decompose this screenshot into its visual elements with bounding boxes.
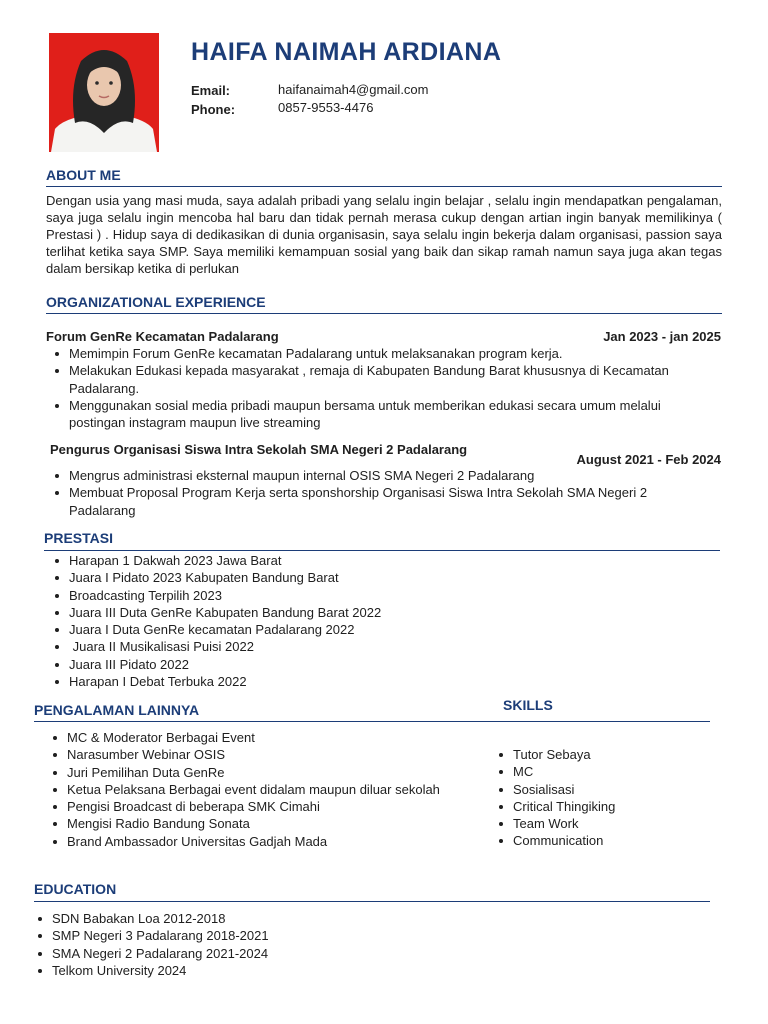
- list-item: Pengisi Broadcast di beberapa SMK Cimahi: [47, 798, 497, 815]
- about-me-title: ABOUT ME: [46, 167, 121, 183]
- experience-bullets-1: [49, 345, 679, 431]
- list-item: Broadcasting Terpilih 2023: [49, 587, 549, 604]
- prestasi-list: [49, 552, 549, 690]
- list-item: Team Work: [493, 815, 693, 832]
- list-item: Sosialisasi: [493, 781, 693, 798]
- list-item: SDN Babakan Loa 2012-2018: [32, 910, 432, 927]
- experience-bullets-2: [49, 467, 669, 519]
- experience-date-1: Jan 2023 - jan 2025: [603, 329, 721, 344]
- about-me-divider: [46, 186, 722, 187]
- skills-title: SKILLS: [503, 697, 553, 713]
- skills-list: [493, 746, 693, 850]
- list-item: Harapan I Debat Terbuka 2022: [49, 673, 549, 690]
- list-item: Ketua Pelaksana Berbagai event didalam maupun diluar sekolah: [47, 781, 497, 798]
- list-item: Menggunakan sosial media pribadi maupun bersama untuk memberikan edukasi secara umum melalui postingan instagram maupun live streaming: [49, 397, 679, 432]
- list-item: Memimpin Forum GenRe kecamatan Padalarang untuk melaksanakan program kerja.: [49, 345, 679, 362]
- list-item: Membuat Proposal Program Kerja serta sponshorship Organisasi Siswa Intra Sekolah SMA Negeri 2 Padalarang: [49, 484, 669, 519]
- list-item: Critical Thingiking: [493, 798, 693, 815]
- list-item: SMA Negeri 2 Padalarang 2021-2024: [32, 945, 432, 962]
- list-item: Tutor Sebaya: [493, 746, 693, 763]
- list-item: Juara II Musikalisasi Puisi 2022: [49, 638, 549, 655]
- pengalaman-title: PENGALAMAN LAINNYA: [34, 702, 200, 718]
- education-list: [32, 910, 432, 979]
- prestasi-title: PRESTASI: [44, 530, 113, 546]
- prestasi-divider: [44, 550, 720, 551]
- list-item: Narasumber Webinar OSIS: [47, 746, 497, 763]
- candidate-name: HAIFA NAIMAH ARDIANA: [191, 38, 502, 66]
- list-item: Melakukan Edukasi kepada masyarakat , remaja di Kabupaten Bandung Barat khususnya di Kecamatan Padalarang.: [49, 362, 679, 397]
- about-me-text: Dengan usia yang masi muda, saya adalah pribadi yang selalu ingin belajar , selalu ingin mendapatkan pengalaman, saya juga selalu ingin mencoba hal baru dan tidak pernah merasa cukup dengan artian ingin banyak memilikinya ( Prestasi ) . Hidup saya di dedikasikan di dunia organisasin, saya selalu ingin bekerja dalam organisasi, passion saya terlihat ketika saya SMP. Saya memiliki kemampuan sosial yang baik dan sikap ramah namun saya juga akan tegas dalam bersikap ketika di perlukan: [46, 193, 722, 276]
- list-item: MC & Moderator Berbagai Event: [47, 729, 497, 746]
- education-title: EDUCATION: [34, 881, 117, 897]
- list-item: Communication: [493, 832, 693, 849]
- experience-date-2: August 2021 - Feb 2024: [576, 452, 721, 467]
- list-item: Harapan 1 Dakwah 2023 Jawa Barat: [49, 552, 549, 569]
- profile-photo: [49, 33, 159, 152]
- list-item: Brand Ambassador Universitas Gadjah Mada: [47, 833, 497, 850]
- experience-org-2: Pengurus Organisasi Siswa Intra Sekolah SMA Negeri 2 Padalarang: [50, 442, 468, 457]
- pengalaman-divider: [34, 721, 710, 722]
- education-divider: [34, 901, 710, 902]
- list-item: Mengisi Radio Bandung Sonata: [47, 815, 497, 832]
- list-item: Juara III Pidato 2022: [49, 656, 549, 673]
- list-item: SMP Negeri 3 Padalarang 2018-2021: [32, 927, 432, 944]
- list-item: MC: [493, 763, 693, 780]
- list-item: Mengrus administrasi eksternal maupun internal OSIS SMA Negeri 2 Padalarang: [49, 467, 669, 484]
- phone-label: Phone:: [191, 102, 236, 117]
- phone-value: 0857-9553-4476: [278, 100, 374, 115]
- email-value: haifanaimah4@gmail.com: [278, 82, 429, 97]
- experience-org-1: Forum GenRe Kecamatan Padalarang: [46, 329, 279, 344]
- pengalaman-list: [47, 729, 497, 850]
- list-item: Telkom University 2024: [32, 962, 432, 979]
- list-item: Juara III Duta GenRe Kabupaten Bandung Barat 2022: [49, 604, 549, 621]
- list-item: Juri Pemilihan Duta GenRe: [47, 764, 497, 781]
- experience-divider: [46, 313, 722, 314]
- list-item: Juara I Pidato 2023 Kabupaten Bandung Barat: [49, 569, 549, 586]
- list-item: Juara I Duta GenRe kecamatan Padalarang 2022: [49, 621, 549, 638]
- experience-title: ORGANIZATIONAL EXPERIENCE: [46, 294, 266, 310]
- email-label: Email:: [191, 83, 231, 98]
